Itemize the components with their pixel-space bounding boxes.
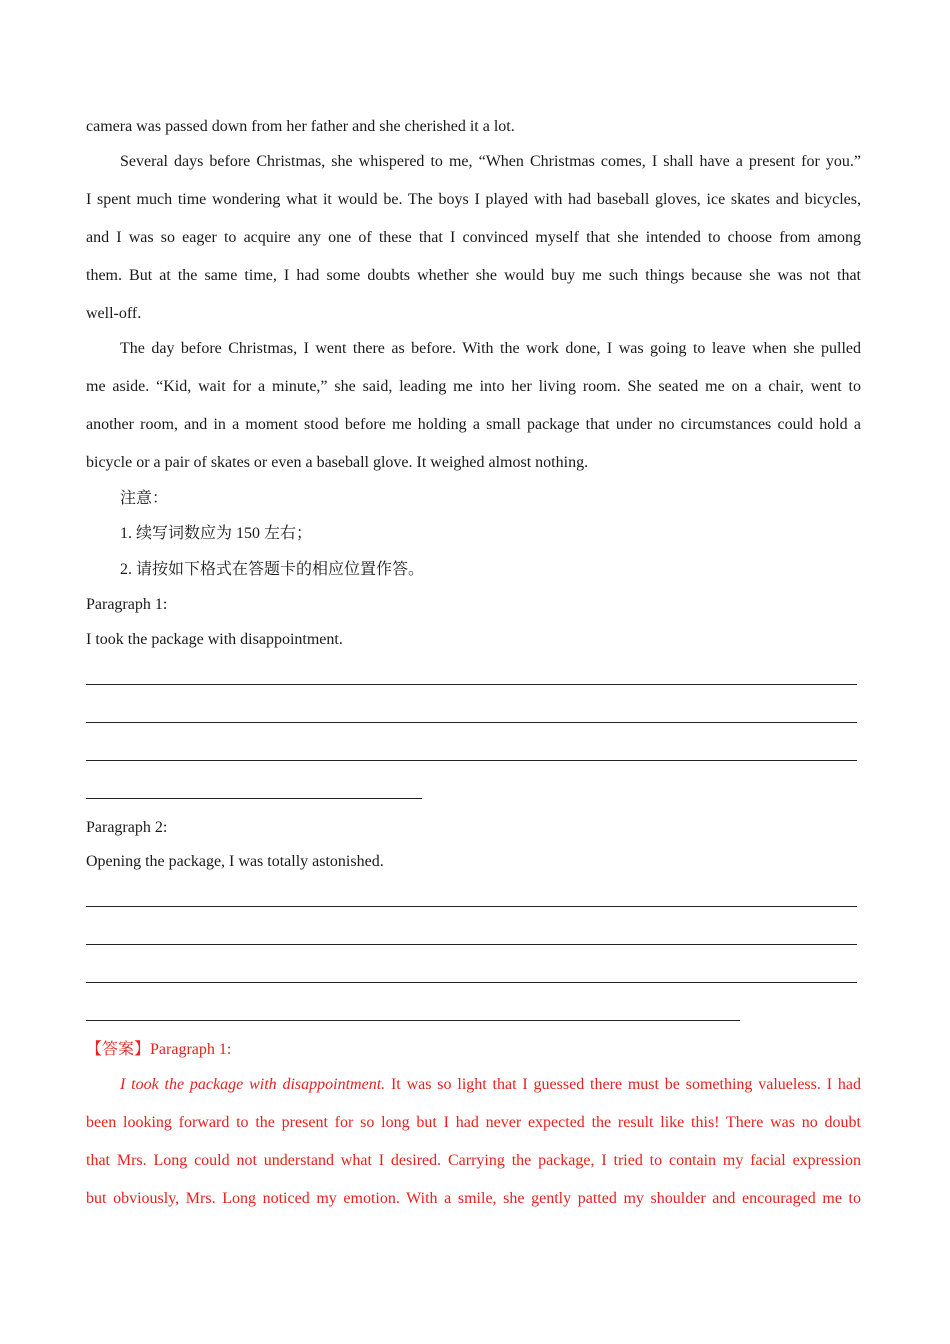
notes-heading: 注意： <box>120 490 169 507</box>
passage-line: The day before Christmas, I went there as before. With the work done, I was going to leave when she pulled <box>120 340 861 357</box>
answer-line <box>86 982 857 983</box>
answer-line <box>86 760 857 761</box>
answer-heading <box>86 1040 231 1060</box>
passage-line: and I was so eager to acquire any one of these that I convinced myself that she intended to choose from among <box>86 229 861 246</box>
answer-line-text: been looking forward to the present for so long but I had never expected the result like this! There was no doubt <box>86 1114 861 1131</box>
answer-text: It was so light that I guessed there must be something valueless. I had <box>385 1076 861 1093</box>
paragraph2-label: Paragraph 2: <box>86 819 168 836</box>
answer-line-text: that Mrs. Long could not understand what I desired. Carrying the package, I tried to contain my facial expression <box>86 1152 861 1169</box>
answer-line <box>86 722 857 723</box>
answer-line <box>86 798 422 799</box>
passage-line: another room, and in a moment stood before me holding a small package that under no circumstances could hold a <box>86 416 861 433</box>
passage-line: Several days before Christmas, she whispered to me, “When Christmas comes, I shall have a present for you.” <box>120 153 861 170</box>
passage-line: camera was passed down from her father and she cherished it a lot. <box>86 118 515 135</box>
answer-line-text: but obviously, Mrs. Long noticed my emotion. With a smile, she gently patted my shoulder and encouraged me to <box>86 1190 861 1207</box>
paragraph1-label: Paragraph 1: <box>86 596 168 613</box>
passage-line: them. But at the same time, I had some doubts whether she would buy me such things because she was not that <box>86 267 861 284</box>
answer-line <box>86 906 857 907</box>
passage-line: bicycle or a pair of skates or even a baseball glove. It weighed almost nothing. <box>86 454 589 471</box>
answer-lead: I took the package with disappointment. <box>120 1076 386 1093</box>
answer-tag: 【答案】 <box>86 1041 151 1058</box>
paragraph2-opening: Opening the package, I was totally astonished. <box>86 853 384 870</box>
passage-line: well-off. <box>86 305 142 322</box>
passage-line: me aside. “Kid, wait for a minute,” she said, leading me into her living room. She seated me on a chair, went to <box>86 378 861 395</box>
answer-paragraph-label: Paragraph 1: <box>150 1041 232 1058</box>
answer-line-text <box>86 1075 861 1095</box>
paragraph1-opening: I took the package with disappointment. <box>86 631 343 648</box>
notes-item: 1. 续写词数应为 150 左右； <box>120 525 313 542</box>
notes-item: 2. 请按如下格式在答题卡的相应位置作答。 <box>120 561 425 578</box>
answer-line <box>86 1020 740 1021</box>
answer-line <box>86 944 857 945</box>
passage-line: I spent much time wondering what it would be. The boys I played with had baseball gloves, ice skates and bicycles, <box>86 191 861 208</box>
answer-line <box>86 684 857 685</box>
